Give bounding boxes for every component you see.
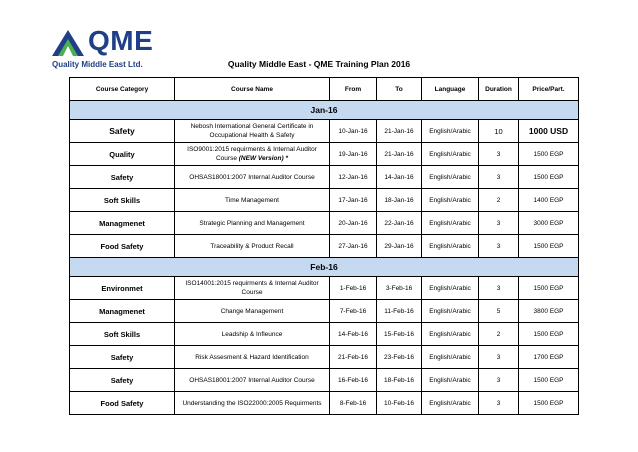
course-category-cell: Food Safety bbox=[70, 235, 175, 258]
course-category-cell: Soft Skills bbox=[70, 189, 175, 212]
duration-cell: 3 bbox=[479, 166, 519, 189]
duration-cell: 3 bbox=[479, 346, 519, 369]
course-category-cell: Food Safety bbox=[70, 392, 175, 415]
from-date-cell: 1-Feb-16 bbox=[330, 277, 377, 300]
from-date-cell: 19-Jan-16 bbox=[330, 143, 377, 166]
duration-cell: 2 bbox=[479, 189, 519, 212]
month-label: Jan-16 bbox=[70, 101, 579, 120]
from-date-cell: 21-Feb-16 bbox=[330, 346, 377, 369]
course-name-cell: Time Management bbox=[175, 189, 330, 212]
price-cell: 1500 EGP bbox=[519, 369, 579, 392]
course-category-cell: Safety bbox=[70, 369, 175, 392]
column-header-from: From bbox=[330, 78, 377, 101]
to-date-cell: 21-Jan-16 bbox=[377, 120, 422, 143]
language-cell: English/Arabic bbox=[422, 346, 479, 369]
to-date-cell: 21-Jan-16 bbox=[377, 143, 422, 166]
month-label: Feb-16 bbox=[70, 258, 579, 277]
logo-brand: QME bbox=[88, 25, 154, 56]
duration-cell: 3 bbox=[479, 277, 519, 300]
table-row bbox=[70, 120, 579, 143]
from-date-cell: 10-Jan-16 bbox=[330, 120, 377, 143]
column-header-to: To bbox=[377, 78, 422, 101]
price-cell: 1500 EGP bbox=[519, 277, 579, 300]
to-date-cell: 29-Jan-16 bbox=[377, 235, 422, 258]
price-cell: 1500 EGP bbox=[519, 143, 579, 166]
price-cell: 3000 EGP bbox=[519, 212, 579, 235]
from-date-cell: 8-Feb-16 bbox=[330, 392, 377, 415]
course-category-cell: Soft Skills bbox=[70, 323, 175, 346]
course-category-cell: Safety bbox=[70, 166, 175, 189]
language-cell: English/Arabic bbox=[422, 392, 479, 415]
logo-subtitle: Quality Middle East Ltd. bbox=[52, 60, 143, 69]
course-name-cell: Strategic Planning and Management bbox=[175, 212, 330, 235]
course-category-cell: Managmenet bbox=[70, 300, 175, 323]
course-name-cell: Traceability & Product Recall bbox=[175, 235, 330, 258]
to-date-cell: 10-Feb-16 bbox=[377, 392, 422, 415]
table-row bbox=[70, 346, 579, 369]
column-header-price: Price/Part. bbox=[519, 78, 579, 101]
language-cell: English/Arabic bbox=[422, 212, 479, 235]
table-row bbox=[70, 323, 579, 346]
header-row bbox=[70, 78, 579, 101]
qme-logo-icon bbox=[52, 30, 84, 56]
new-version-note: (NEW Version) * bbox=[238, 155, 289, 162]
language-cell: English/Arabic bbox=[422, 277, 479, 300]
course-name-cell: Leadship & Infleunce bbox=[175, 323, 330, 346]
course-category-cell: Environmet bbox=[70, 277, 175, 300]
course-name-cell: Risk Assesment & Hazard Identification bbox=[175, 346, 330, 369]
duration-cell: 5 bbox=[479, 300, 519, 323]
duration-cell: 2 bbox=[479, 323, 519, 346]
duration-cell: 3 bbox=[479, 235, 519, 258]
course-name-cell: ISO14001:2015 requirments & Internal Auditor Course bbox=[175, 277, 330, 300]
price-cell: 1400 EGP bbox=[519, 189, 579, 212]
table-row bbox=[70, 277, 579, 300]
to-date-cell: 18-Feb-16 bbox=[377, 369, 422, 392]
from-date-cell: 14-Feb-16 bbox=[330, 323, 377, 346]
duration-cell: 3 bbox=[479, 143, 519, 166]
course-category-cell: Managmenet bbox=[70, 212, 175, 235]
course-name-cell: Understanding the ISO22000:2005 Requirments bbox=[175, 392, 330, 415]
from-date-cell: 7-Feb-16 bbox=[330, 300, 377, 323]
table-row bbox=[70, 392, 579, 415]
column-header-duration: Duration bbox=[479, 78, 519, 101]
column-header-category: Course Category bbox=[70, 78, 175, 101]
price-cell: 1500 EGP bbox=[519, 323, 579, 346]
course-name-cell: OHSAS18001:2007 Internal Auditor Course bbox=[175, 369, 330, 392]
course-name-text: ISO9001:2015 requirments & Internal Auditor Course bbox=[187, 146, 317, 162]
language-cell: English/Arabic bbox=[422, 369, 479, 392]
duration-cell: 3 bbox=[479, 392, 519, 415]
course-name-cell: OHSAS18001:2007 Internal Auditor Course bbox=[175, 166, 330, 189]
training-plan-table bbox=[69, 77, 579, 415]
table-row bbox=[70, 143, 579, 166]
to-date-cell: 14-Jan-16 bbox=[377, 166, 422, 189]
column-header-language: Language bbox=[422, 78, 479, 101]
language-cell: English/Arabic bbox=[422, 323, 479, 346]
duration-cell: 3 bbox=[479, 369, 519, 392]
to-date-cell: 3-Feb-16 bbox=[377, 277, 422, 300]
price-cell: 1500 EGP bbox=[519, 166, 579, 189]
from-date-cell: 17-Jan-16 bbox=[330, 189, 377, 212]
course-name-cell: Nebosh International General Certificate in Occupational Health & Safety bbox=[175, 120, 330, 143]
duration-cell: 3 bbox=[479, 212, 519, 235]
price-cell: 3800 EGP bbox=[519, 300, 579, 323]
course-name-cell: Change Management bbox=[175, 300, 330, 323]
language-cell: English/Arabic bbox=[422, 166, 479, 189]
language-cell: English/Arabic bbox=[422, 235, 479, 258]
duration-cell: 10 bbox=[479, 120, 519, 143]
from-date-cell: 12-Jan-16 bbox=[330, 166, 377, 189]
table-row bbox=[70, 189, 579, 212]
to-date-cell: 18-Jan-16 bbox=[377, 189, 422, 212]
to-date-cell: 15-Feb-16 bbox=[377, 323, 422, 346]
language-cell: English/Arabic bbox=[422, 300, 479, 323]
course-category-cell: Safety bbox=[70, 346, 175, 369]
from-date-cell: 27-Jan-16 bbox=[330, 235, 377, 258]
month-header-row bbox=[70, 258, 579, 277]
language-cell: English/Arabic bbox=[422, 120, 479, 143]
table-row bbox=[70, 212, 579, 235]
course-category-cell: Quality bbox=[70, 143, 175, 166]
month-header-row bbox=[70, 101, 579, 120]
to-date-cell: 11-Feb-16 bbox=[377, 300, 422, 323]
price-cell: 1000 USD bbox=[519, 120, 579, 143]
column-header-course-name: Course Name bbox=[175, 78, 330, 101]
table-row bbox=[70, 369, 579, 392]
course-category-cell: Safety bbox=[70, 120, 175, 143]
table-row bbox=[70, 235, 579, 258]
to-date-cell: 22-Jan-16 bbox=[377, 212, 422, 235]
to-date-cell: 23-Feb-16 bbox=[377, 346, 422, 369]
document-title: Quality Middle East - QME Training Plan 2016 bbox=[227, 59, 411, 69]
price-cell: 1500 EGP bbox=[519, 392, 579, 415]
language-cell: English/Arabic bbox=[422, 143, 479, 166]
from-date-cell: 16-Feb-16 bbox=[330, 369, 377, 392]
price-cell: 1500 EGP bbox=[519, 235, 579, 258]
language-cell: English/Arabic bbox=[422, 189, 479, 212]
from-date-cell: 20-Jan-16 bbox=[330, 212, 377, 235]
table-row bbox=[70, 300, 579, 323]
course-name-cell bbox=[175, 143, 330, 166]
price-cell: 1700 EGP bbox=[519, 346, 579, 369]
table-row bbox=[70, 166, 579, 189]
